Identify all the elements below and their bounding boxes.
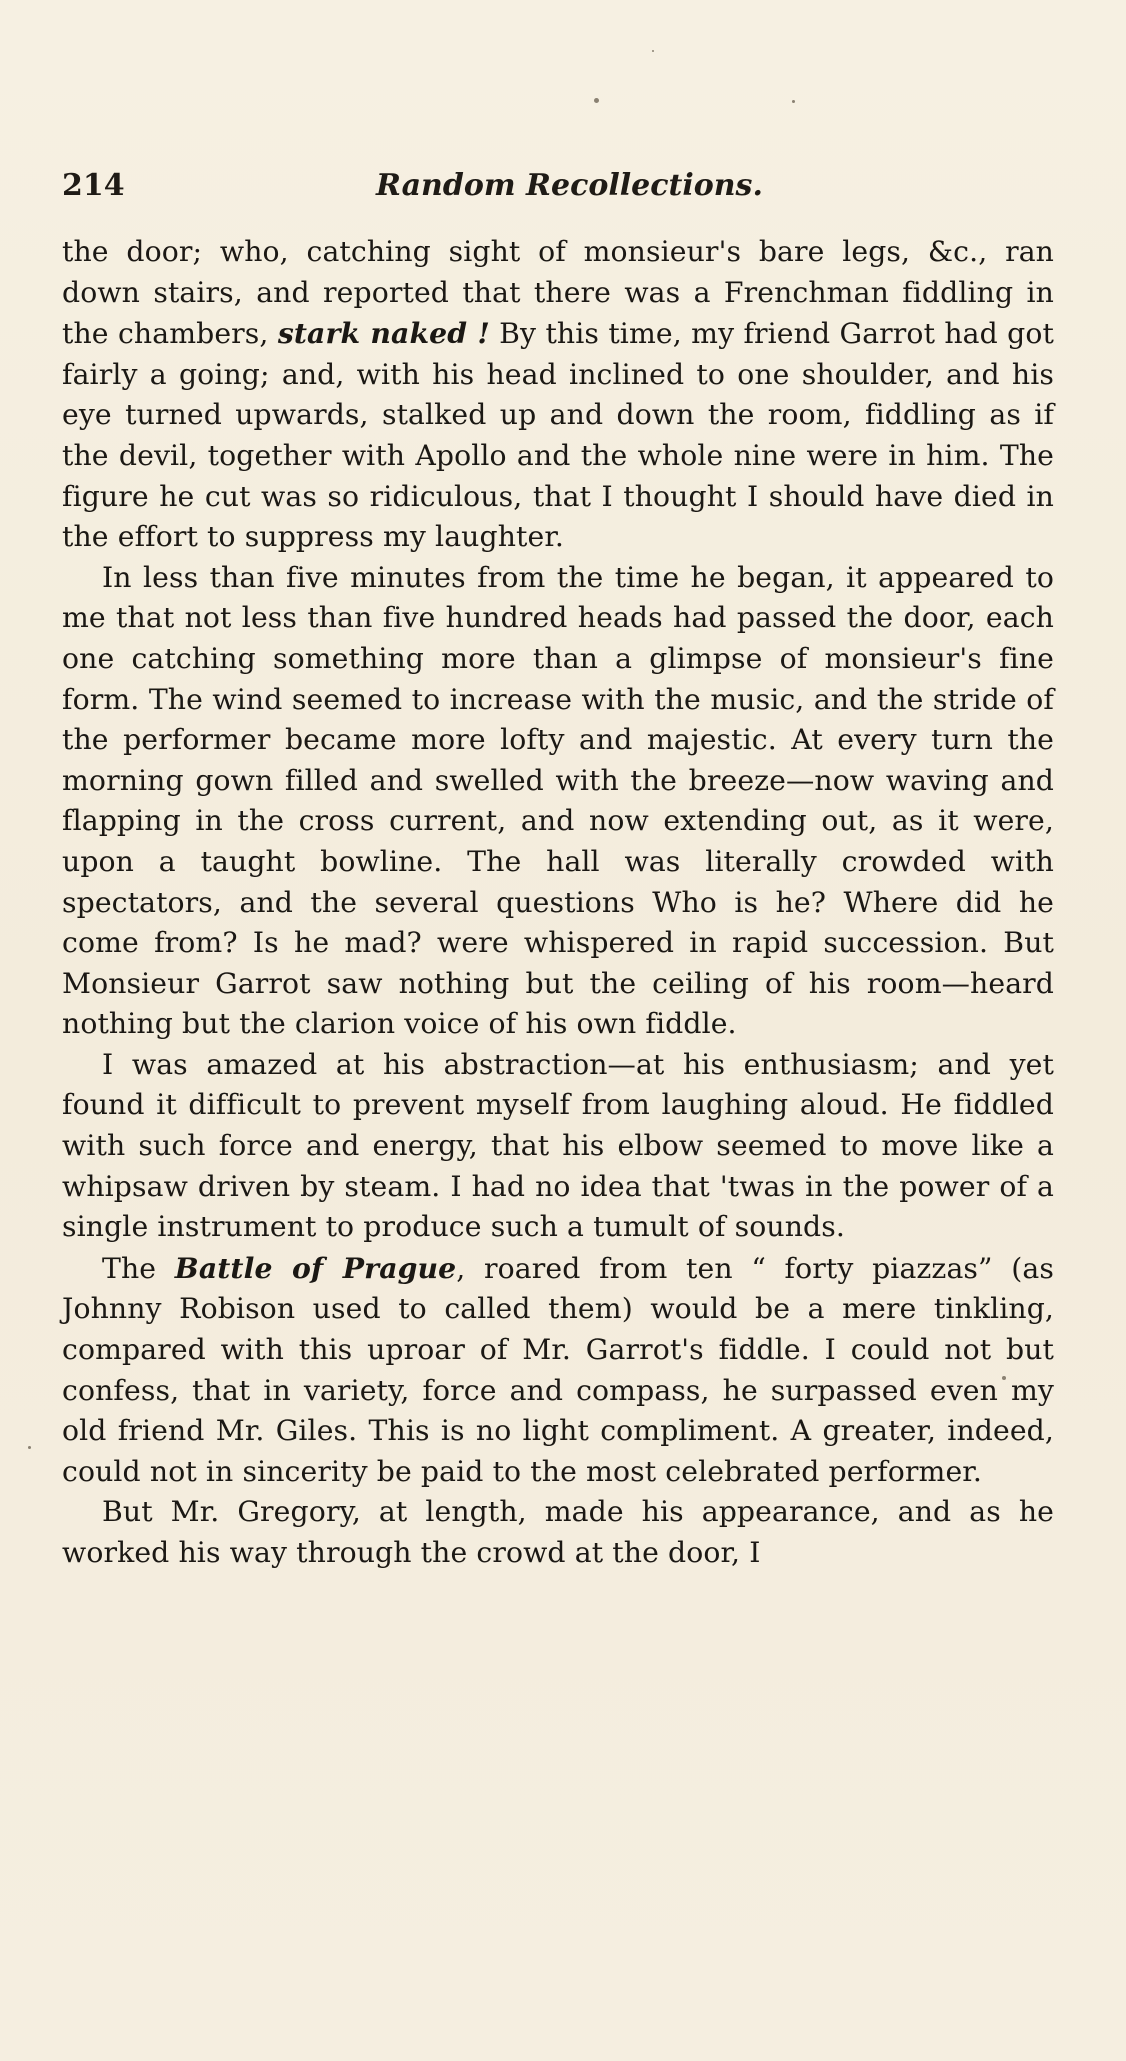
ink-speck (594, 98, 599, 103)
body-text (62, 232, 1054, 1574)
ink-speck (652, 50, 654, 52)
running-title: Random Recollections. (376, 168, 763, 203)
paragraph-2: In less than five minutes from the time he began, it appeared to me that not less than five hundred heads had passed the door, each one catching something more than a glimpse of monsieur's fine form. The wind seemed to increase with the music, and the stride of the performer became more lofty and majestic. At every turn the morning gown filled and swelled with the breeze—now waving and flapping in the cross current, and now extending out, as it were, upon a taught bowline. The hall was literally crowded with spectators, and the several questions Who is he? Where did he come from? Is he mad? were whispered in rapid succession. But Monsieur Garrot saw nothing but the ceiling of his room—heard nothing but the clarion voice of his own fiddle. (62, 560, 1054, 1041)
ink-speck (28, 1446, 31, 1449)
paragraph-4-text-a: The (102, 1251, 175, 1285)
paragraph-4-text-b: , roared from ten “ forty piazzas” (as Johnny Robison used to called them) would be a mere tinkling, compared with this uproar of Mr. Garrot's fiddle. I could not but confess, that in variety, force and compass, he surpassed even my old friend Mr. Giles. This is no light compliment. A greater, indeed, could not in sincerity be paid to the most celebrated performer. (62, 1251, 1054, 1488)
emphasis-stark-naked: stark naked ! (277, 316, 490, 351)
paragraph-1-text-a: the door; who, catching sight of monsieur's bare legs, &c., ran down stairs, and reported that there was a Frenchman fiddling in the chambers, (62, 235, 1054, 351)
page-number: 214 (62, 168, 125, 203)
title-battle-of-prague: Battle of Prague (174, 1250, 457, 1285)
paragraph-1-text-b: By this time, my friend Garrot had got fairly a going; and, with his head inclined to one shoulder, and his eye turned upwards, stalked up and down the room, fiddling as if the devil, together with Apollo and the whole nine were in him. The figure he cut was so ridiculous, that I thought I should have died in the effort to suppress my laughter. (62, 317, 1054, 554)
paragraph-5: But Mr. Gregory, at length, made his appearance, and as he worked his way through the crowd at the door, I (62, 1495, 1054, 1569)
page-header (62, 168, 1062, 212)
paragraph-1 (62, 232, 1054, 558)
paragraph-4 (62, 1248, 1054, 1493)
ink-speck (792, 100, 795, 103)
paragraph-3: I was amazed at his abstraction—at his enthusiasm; and yet found it difficult to prevent myself from laughing aloud. He fiddled with such force and energy, that his elbow seemed to move like a whipsaw driven by steam. I had no idea that 'twas in the power of a single instrument to produce such a tumult of sounds. (62, 1047, 1054, 1244)
